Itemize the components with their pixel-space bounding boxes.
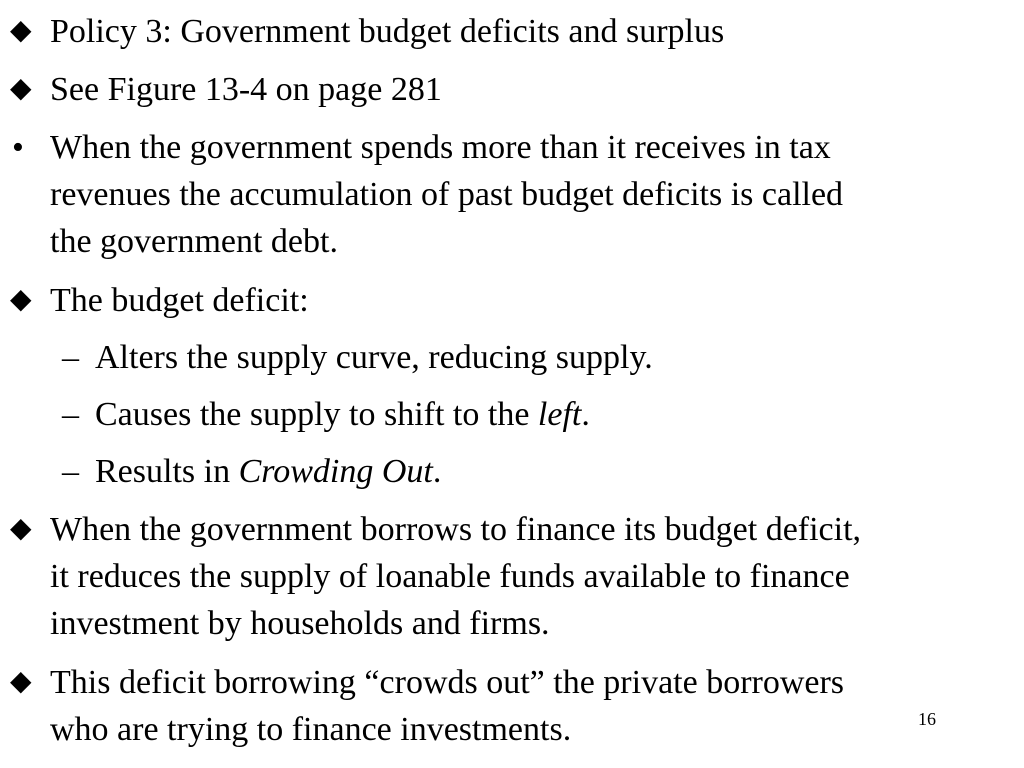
sub-bullet-text [95, 391, 590, 438]
bullet-item-policy-3 [0, 8, 1000, 55]
bullet-text [50, 124, 843, 265]
sub-bullet-alters-supply [0, 334, 1000, 381]
bullet-text [50, 659, 844, 753]
italic-text-segment: left [537, 396, 582, 433]
text-segment: Results in [95, 453, 239, 490]
bullet-line: the government debt. [50, 223, 338, 260]
bullet-item-government-borrows [0, 506, 1000, 647]
bullet-line: The budget deficit: [50, 282, 309, 319]
bullet-line: revenues the accumulation of past budget deficits is called [50, 176, 844, 213]
page-number: 16 [918, 709, 936, 729]
text-segment: Causes the supply to shift to the [95, 396, 538, 433]
diamond-bullet-icon: ◆ [10, 284, 32, 315]
bullet-line: When the government borrows to finance its budget deficit, [50, 511, 862, 548]
bullet-line: investment by households and firms. [50, 605, 550, 642]
bullet-text [50, 506, 861, 647]
bullet-text [50, 277, 309, 324]
dash-bullet-icon: – [62, 396, 79, 433]
bullet-line: who are trying to finance investments. [50, 711, 572, 748]
italic-text-segment: Crowding Out [238, 453, 433, 490]
bullet-line: When the government spends more than it receives in tax [50, 129, 831, 166]
sub-bullet-text [95, 448, 441, 495]
diamond-bullet-icon: ◆ [10, 513, 32, 544]
bullet-line: See Figure 13-4 on page 281 [50, 71, 442, 108]
bullet-text [50, 8, 724, 55]
bullet-line: This deficit borrowing “crowds out” the private borrowers [50, 664, 845, 701]
diamond-bullet-icon: ◆ [10, 73, 32, 104]
sub-bullet-shift-left [0, 391, 1000, 438]
round-bullet-icon: • [12, 129, 24, 166]
sub-bullet-text: Alters the supply curve, reducing supply. [95, 339, 653, 376]
dash-bullet-icon: – [62, 339, 79, 376]
bullet-item-crowds-out [0, 659, 1000, 753]
text-segment: . [432, 453, 442, 490]
text-segment: . [581, 396, 590, 433]
diamond-bullet-icon: ◆ [10, 666, 32, 697]
bullet-item-government-debt [0, 124, 1000, 265]
bullet-item-see-figure [0, 66, 1000, 113]
dash-bullet-icon: – [62, 453, 79, 490]
bullet-line: Policy 3: Government budget deficits and surplus [50, 13, 725, 50]
bullet-line: it reduces the supply of loanable funds available to finance [50, 558, 850, 595]
diamond-bullet-icon: ◆ [10, 15, 32, 46]
bullet-text [50, 66, 442, 113]
sub-bullet-crowding-out [0, 448, 1000, 495]
bullet-item-budget-deficit [0, 277, 1000, 324]
